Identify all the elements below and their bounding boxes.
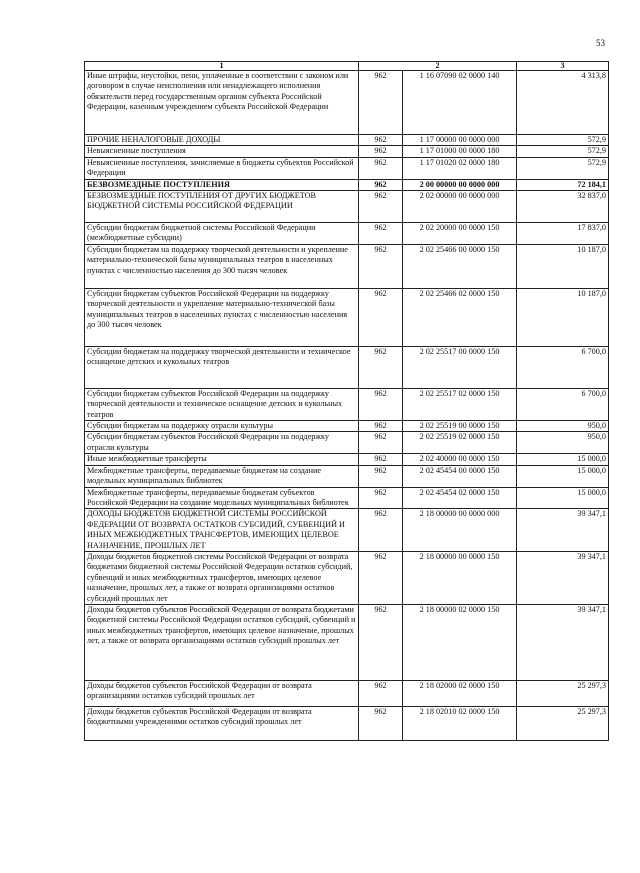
row-classification-code: 2 18 00000 00 0000 000 [403,509,517,552]
table-row [85,135,609,146]
row-admin-code: 962 [359,421,403,432]
row-admin-code: 962 [359,604,403,680]
row-name: Субсидии бюджетам субъектов Российской Федерации на поддержку творческой деятельности и техническое оснащение детских и кукольных театров [85,388,359,420]
row-name: Субсидии бюджетам бюджетной системы Российской Федерации (межбюджетные субсидии) [85,223,359,245]
table-row [85,454,609,465]
row-classification-code: 2 02 25466 02 0000 150 [403,288,517,346]
row-classification-code: 2 02 25517 00 0000 150 [403,346,517,388]
row-admin-code: 962 [359,465,403,487]
row-classification-code: 2 02 25517 02 0000 150 [403,388,517,420]
row-amount: 6 700,0 [517,346,609,388]
row-classification-code: 2 02 25519 02 0000 150 [403,432,517,454]
row-classification-code: 2 18 00000 00 0000 150 [403,551,517,604]
table-row [85,604,609,680]
row-admin-code: 962 [359,191,403,223]
row-classification-code: 2 18 02000 02 0000 150 [403,680,517,706]
row-classification-code: 1 17 01000 00 0000 180 [403,146,517,157]
row-name: Невыясненные поступления, зачисляемые в бюджеты субъектов Российской Федерации [85,157,359,179]
row-name: ПРОЧИЕ НЕНАЛОГОВЫЕ ДОХОДЫ [85,135,359,146]
row-amount: 950,0 [517,432,609,454]
row-admin-code: 962 [359,71,403,135]
row-classification-code: 2 02 20000 00 0000 150 [403,223,517,245]
row-amount: 17 837,0 [517,223,609,245]
row-admin-code: 962 [359,551,403,604]
row-amount: 572,9 [517,157,609,179]
row-name: БЕЗВОЗМЕЗДНЫЕ ПОСТУПЛЕНИЯ ОТ ДРУГИХ БЮДЖЕТОВ БЮДЖЕТНОЙ СИСТЕМЫ РОССИЙСКОЙ ФЕДЕРАЦИИ [85,191,359,223]
row-amount: 10 187,0 [517,288,609,346]
row-classification-code: 2 02 45454 02 0000 150 [403,487,517,509]
row-amount: 572,9 [517,146,609,157]
row-amount: 39 347,1 [517,551,609,604]
row-admin-code: 962 [359,346,403,388]
row-classification-code: 2 18 00000 02 0000 150 [403,604,517,680]
row-name: Доходы бюджетов бюджетной системы Российской Федерации от возврата бюджетами бюджетной системы Российской Федерации остатков субсидий, субвенций и иных межбюджетных трансфертов, имеющих целевое назначение, прошлых лет, а также от возврата организациями остатков субсидий прошлых лет [85,551,359,604]
row-classification-code: 1 16 07090 02 0000 140 [403,71,517,135]
table-row [85,487,609,509]
table-row [85,388,609,420]
row-classification-code: 2 02 00000 00 0000 000 [403,191,517,223]
row-name: Субсидии бюджетам на поддержку творческой деятельности и укрепление материально-технической базы муниципальных театров в населенных пунктах с численностью населения до 300 тысяч человек [85,244,359,288]
table-row [85,346,609,388]
row-amount: 6 700,0 [517,388,609,420]
row-classification-code: 1 17 01020 02 0000 180 [403,157,517,179]
row-name: Межбюджетные трансферты, передаваемые бюджетам субъектов Российской Федерации на создание модельных муниципальных библиотек [85,487,359,509]
row-name: Субсидии бюджетам субъектов Российской Федерации на поддержку творческой деятельности и укрепление материально-технической базы муниципальных театров в населенных пунктах с численностью населения до 300 тысяч человек [85,288,359,346]
row-classification-code: 2 02 25519 00 0000 150 [403,421,517,432]
table-row [85,432,609,454]
row-classification-code: 2 02 40000 00 0000 150 [403,454,517,465]
row-admin-code: 962 [359,706,403,740]
row-admin-code: 962 [359,244,403,288]
row-amount: 15 000,0 [517,465,609,487]
table-row [85,465,609,487]
row-admin-code: 962 [359,509,403,552]
row-name: Иные межбюджетные трансферты [85,454,359,465]
row-amount: 4 313,8 [517,71,609,135]
table-row [85,288,609,346]
table-row [85,223,609,245]
row-amount: 572,9 [517,135,609,146]
table-row [85,706,609,740]
row-name: Иные штрафы, неустойки, пени, уплаченные в соответствии с законом или договором в случае неисполнения или ненадлежащего исполнения обязательств перед государственным органом субъекта Российской Федерации, казенным учреждением субъекта Российской Федерации [85,71,359,135]
row-amount: 25 297,3 [517,680,609,706]
row-admin-code: 962 [359,157,403,179]
table-row [85,146,609,157]
row-name: БЕЗВОЗМЕЗДНЫЕ ПОСТУПЛЕНИЯ [85,179,359,190]
row-name: Невыясненные поступления [85,146,359,157]
row-amount: 950,0 [517,421,609,432]
row-admin-code: 962 [359,288,403,346]
table-row [85,680,609,706]
table-row [85,244,609,288]
row-amount: 15 000,0 [517,487,609,509]
table-row [85,191,609,223]
row-admin-code: 962 [359,388,403,420]
table-header-row [85,62,609,71]
row-classification-code: 2 02 25466 00 0000 150 [403,244,517,288]
row-name: ДОХОДЫ БЮДЖЕТОВ БЮДЖЕТНОЙ СИСТЕМЫ РОССИЙСКОЙ ФЕДЕРАЦИИ ОТ ВОЗВРАТА ОСТАТКОВ СУБСИДИЙ, СУБВЕНЦИЙ И ИНЫХ МЕЖБЮДЖЕТНЫХ ТРАНСФЕРТОВ, ИМЕЮЩИХ ЦЕЛЕВОЕ НАЗНАЧЕНИЕ, ПРОШЛЫХ ЛЕТ [85,509,359,552]
row-admin-code: 962 [359,454,403,465]
row-name: Доходы бюджетов субъектов Российской Федерации от возврата бюджетными учреждениями остатков субсидий прошлых лет [85,706,359,740]
row-admin-code: 962 [359,680,403,706]
row-admin-code: 962 [359,432,403,454]
table-row [85,157,609,179]
table-row [85,509,609,552]
row-amount: 72 184,1 [517,179,609,190]
row-admin-code: 962 [359,135,403,146]
row-classification-code: 2 02 45454 00 0000 150 [403,465,517,487]
row-admin-code: 962 [359,179,403,190]
row-name: Доходы бюджетов субъектов Российской Федерации от возврата организациями остатков субсидий прошлых лет [85,680,359,706]
row-admin-code: 962 [359,487,403,509]
header-col-1: 1 [85,62,359,71]
row-amount: 10 187,0 [517,244,609,288]
table-row [85,551,609,604]
row-classification-code: 1 17 00000 00 0000 000 [403,135,517,146]
row-name: Доходы бюджетов субъектов Российской Федерации от возврата бюджетами бюджетной системы Российской Федерации остатков субсидий, субвенций и иных межбюджетных трансфертов, имеющих целевое назначение, прошлых лет, а также от возврата организациями остатков субсидий прошлых лет [85,604,359,680]
row-admin-code: 962 [359,223,403,245]
header-col-2: 2 [359,62,517,71]
header-col-3: 3 [517,62,609,71]
row-name: Субсидии бюджетам на поддержку творческой деятельности и техническое оснащение детских и кукольных театров [85,346,359,388]
row-classification-code: 2 18 02010 02 0000 150 [403,706,517,740]
row-admin-code: 962 [359,146,403,157]
table-row [85,179,609,190]
row-name: Субсидии бюджетам на поддержку отрасли культуры [85,421,359,432]
table-row [85,71,609,135]
row-amount: 25 297,3 [517,706,609,740]
row-name: Субсидии бюджетам субъектов Российской Федерации на поддержку отрасли культуры [85,432,359,454]
table-row [85,421,609,432]
row-amount: 32 837,0 [517,191,609,223]
row-amount: 15 000,0 [517,454,609,465]
revenue-table [84,61,609,741]
row-amount: 39 347,1 [517,604,609,680]
page-number: 53 [596,38,605,48]
row-classification-code: 2 00 00000 00 0000 000 [403,179,517,190]
row-name: Межбюджетные трансферты, передаваемые бюджетам на создание модельных муниципальных библиотек [85,465,359,487]
row-amount: 39 347,1 [517,509,609,552]
